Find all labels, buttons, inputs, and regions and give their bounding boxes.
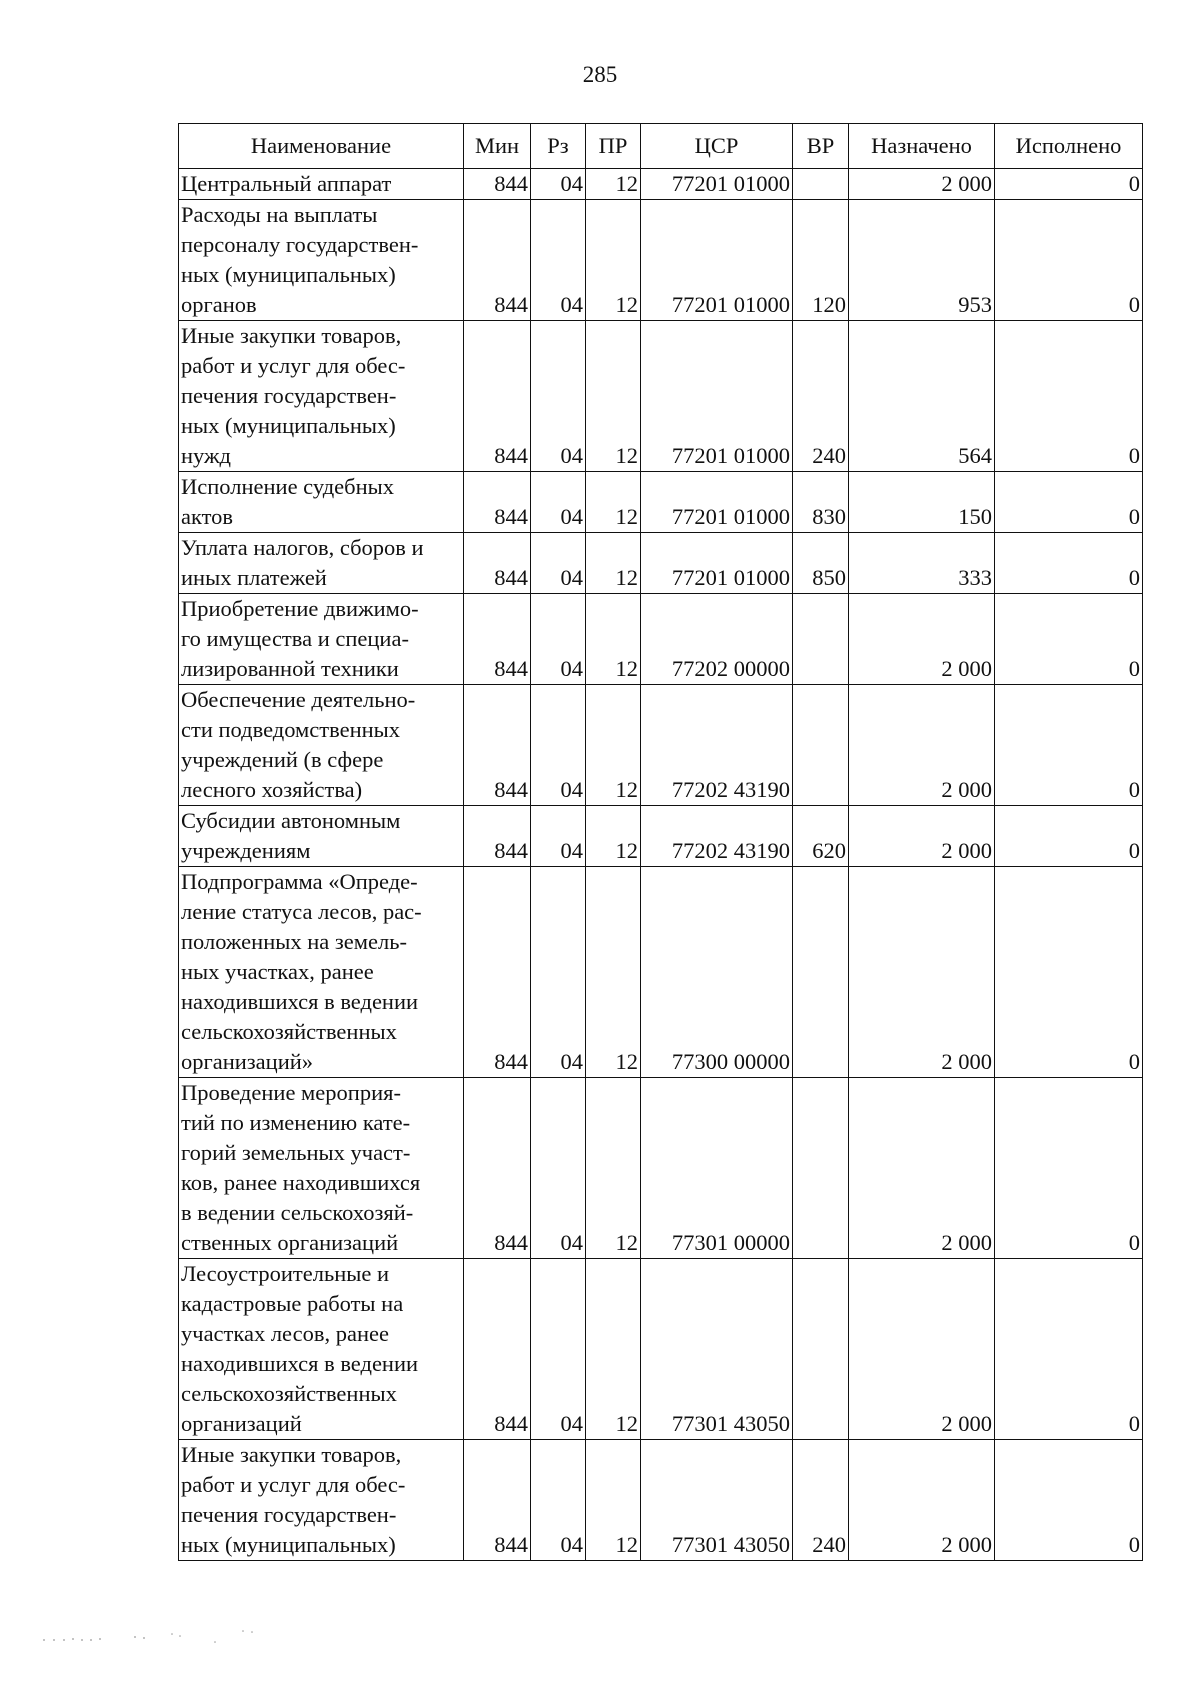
cell-min: 844: [464, 1078, 531, 1259]
cell-vr: [793, 594, 849, 685]
row-name-text: Иные закупки товаров, работ и услуг для обес- печения государствен- ных (муниципальных) нужд: [181, 323, 406, 468]
table-row: [179, 1440, 1143, 1561]
cell-rz: 04: [531, 1259, 586, 1440]
cell-vr: [793, 1259, 849, 1440]
table-row: [179, 685, 1143, 806]
cell-name: [179, 1440, 464, 1561]
cell-name: [179, 321, 464, 472]
header-assigned: Назначено: [849, 124, 995, 169]
cell-vr: [793, 867, 849, 1078]
header-rz: Рз: [531, 124, 586, 169]
table-row: [179, 169, 1143, 200]
cell-csr: 77201 01000: [641, 200, 793, 321]
cell-executed: 0: [995, 867, 1143, 1078]
cell-executed: 0: [995, 1259, 1143, 1440]
cell-name: [179, 1259, 464, 1440]
cell-csr: 77300 00000: [641, 867, 793, 1078]
cell-min: 844: [464, 1259, 531, 1440]
cell-min: 844: [464, 594, 531, 685]
table-row: [179, 806, 1143, 867]
cell-executed: 0: [995, 1078, 1143, 1259]
cell-pr: 12: [586, 472, 641, 533]
cell-assigned: 2 000: [849, 1259, 995, 1440]
cell-name: [179, 472, 464, 533]
cell-csr: 77202 43190: [641, 806, 793, 867]
cell-pr: 12: [586, 867, 641, 1078]
row-name-text: Исполнение судебных актов: [181, 474, 394, 529]
budget-table: [178, 123, 1143, 1561]
cell-pr: 12: [586, 1259, 641, 1440]
cell-executed: 0: [995, 685, 1143, 806]
row-name-text: Приобретение движимо- го имущества и специа- лизированной техники: [181, 596, 419, 681]
cell-csr: 77301 43050: [641, 1440, 793, 1561]
header-min: Мин: [464, 124, 531, 169]
cell-assigned: 150: [849, 472, 995, 533]
cell-pr: 12: [586, 533, 641, 594]
table-row: [179, 200, 1143, 321]
cell-name: [179, 685, 464, 806]
table-row: [179, 472, 1143, 533]
table-row: [179, 1078, 1143, 1259]
header-executed: Исполнено: [995, 124, 1143, 169]
cell-assigned: 2 000: [849, 867, 995, 1078]
cell-csr: 77201 01000: [641, 169, 793, 200]
cell-assigned: 953: [849, 200, 995, 321]
cell-rz: 04: [531, 200, 586, 321]
table-row: [179, 594, 1143, 685]
cell-assigned: 2 000: [849, 685, 995, 806]
scan-noise-marks: [40, 1628, 300, 1648]
row-name-text: Проведение мероприя- тий по изменению кате- горий земельных участ- ков, ранее находившихся в ведении сельскохозяй- ственных организаций: [181, 1080, 421, 1255]
cell-executed: 0: [995, 200, 1143, 321]
header-pr: ПР: [586, 124, 641, 169]
cell-vr: 850: [793, 533, 849, 594]
cell-rz: 04: [531, 867, 586, 1078]
header-name: Наименование: [179, 124, 464, 169]
cell-min: 844: [464, 200, 531, 321]
cell-pr: 12: [586, 685, 641, 806]
cell-name: [179, 867, 464, 1078]
cell-name: [179, 1078, 464, 1259]
cell-name: [179, 200, 464, 321]
header-vr: ВР: [793, 124, 849, 169]
table-row: [179, 1259, 1143, 1440]
cell-assigned: 333: [849, 533, 995, 594]
table-row: [179, 867, 1143, 1078]
cell-pr: 12: [586, 169, 641, 200]
cell-name: [179, 594, 464, 685]
cell-vr: 830: [793, 472, 849, 533]
cell-executed: 0: [995, 169, 1143, 200]
cell-rz: 04: [531, 472, 586, 533]
cell-rz: 04: [531, 1078, 586, 1259]
cell-name: [179, 169, 464, 200]
cell-rz: 04: [531, 1440, 586, 1561]
row-name-text: Подпрограмма «Опреде- ление статуса лесов, рас- положенных на земель- ных участках, ранее находившихся в ведении сельскохозяйственных организаций»: [181, 869, 422, 1074]
cell-csr: 77301 00000: [641, 1078, 793, 1259]
cell-executed: 0: [995, 1440, 1143, 1561]
cell-min: 844: [464, 806, 531, 867]
cell-min: 844: [464, 1440, 531, 1561]
cell-csr: 77201 01000: [641, 472, 793, 533]
row-name-text: Иные закупки товаров, работ и услуг для обес- печения государствен- ных (муниципальных): [181, 1442, 406, 1557]
row-name-text: Обеспечение деятельно- сти подведомственных учреждений (в сфере лесного хозяйства): [181, 687, 416, 802]
cell-vr: 240: [793, 1440, 849, 1561]
cell-assigned: 2 000: [849, 169, 995, 200]
table-row: [179, 533, 1143, 594]
row-name-text: Лесоустроительные и кадастровые работы на участках лесов, ранее находившихся в ведении сельскохозяйственных организаций: [181, 1261, 419, 1436]
cell-min: 844: [464, 685, 531, 806]
cell-min: 844: [464, 169, 531, 200]
cell-executed: 0: [995, 806, 1143, 867]
cell-pr: 12: [586, 594, 641, 685]
cell-rz: 04: [531, 685, 586, 806]
row-name-text: Центральный аппарат: [181, 171, 392, 196]
cell-min: 844: [464, 321, 531, 472]
cell-pr: 12: [586, 321, 641, 472]
cell-vr: 620: [793, 806, 849, 867]
cell-executed: 0: [995, 594, 1143, 685]
cell-pr: 12: [586, 1440, 641, 1561]
cell-csr: 77202 43190: [641, 685, 793, 806]
cell-csr: 77301 43050: [641, 1259, 793, 1440]
cell-vr: [793, 169, 849, 200]
header-csr: ЦСР: [641, 124, 793, 169]
cell-executed: 0: [995, 533, 1143, 594]
row-name-text: Субсидии автономным учреждениям: [181, 808, 401, 863]
cell-rz: 04: [531, 321, 586, 472]
cell-min: 844: [464, 472, 531, 533]
cell-vr: [793, 1078, 849, 1259]
cell-executed: 0: [995, 321, 1143, 472]
cell-csr: 77201 01000: [641, 321, 793, 472]
row-name-text: Расходы на выплаты персоналу государствен- ных (муниципальных) органов: [181, 202, 419, 317]
cell-pr: 12: [586, 806, 641, 867]
cell-name: [179, 806, 464, 867]
cell-vr: 240: [793, 321, 849, 472]
cell-rz: 04: [531, 806, 586, 867]
page-number: 285: [582, 62, 618, 87]
cell-vr: 120: [793, 200, 849, 321]
cell-assigned: 2 000: [849, 1440, 995, 1561]
cell-rz: 04: [531, 533, 586, 594]
cell-assigned: 2 000: [849, 806, 995, 867]
cell-assigned: 2 000: [849, 1078, 995, 1259]
row-name-text: Уплата налогов, сборов и иных платежей: [181, 535, 424, 590]
table-body: [179, 169, 1143, 1561]
cell-rz: 04: [531, 594, 586, 685]
cell-csr: 77202 00000: [641, 594, 793, 685]
cell-min: 844: [464, 867, 531, 1078]
cell-min: 844: [464, 533, 531, 594]
table-row: [179, 321, 1143, 472]
cell-vr: [793, 685, 849, 806]
cell-rz: 04: [531, 169, 586, 200]
cell-csr: 77201 01000: [641, 533, 793, 594]
cell-assigned: 564: [849, 321, 995, 472]
cell-pr: 12: [586, 200, 641, 321]
cell-name: [179, 533, 464, 594]
cell-pr: 12: [586, 1078, 641, 1259]
cell-assigned: 2 000: [849, 594, 995, 685]
table-header-row: [179, 124, 1143, 169]
cell-executed: 0: [995, 472, 1143, 533]
